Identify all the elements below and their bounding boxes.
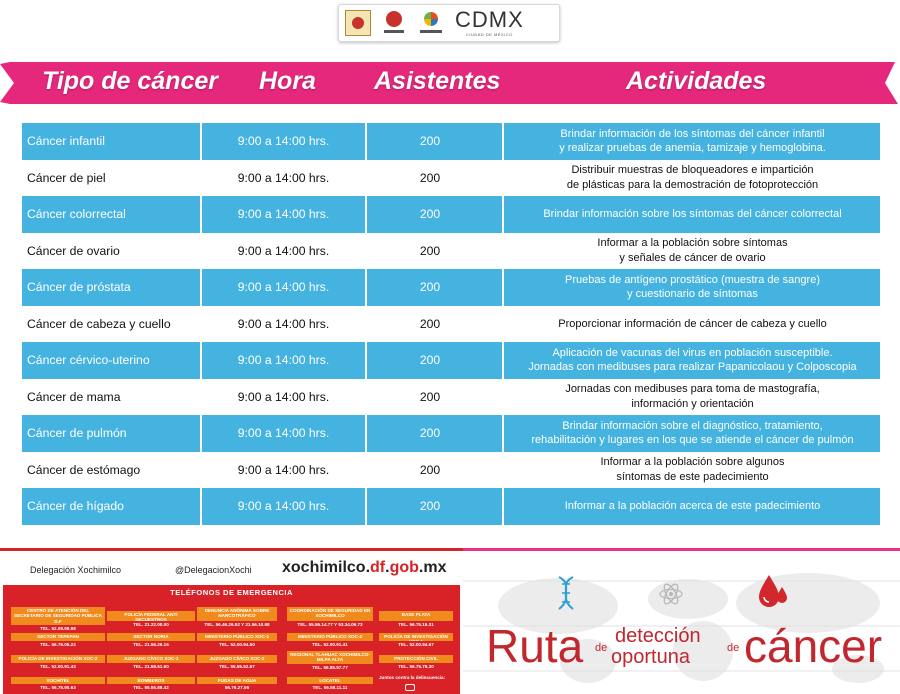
delegation-url: xochimilco.df.gob.mx (282, 559, 447, 576)
emergency-entry: MINISTERIO PÚBLICO XOC-2 (287, 633, 373, 641)
emergency-title: TELÉFONOS DE EMERGENCIA (170, 588, 293, 597)
header-actividades: Actividades (626, 67, 767, 95)
header-hora: Hora (259, 67, 316, 95)
cell-hora: 9:00 a 14:00 hrs. (237, 207, 330, 222)
emergency-entry: MINISTERIO PÚBLICO XOC-1 (197, 633, 277, 641)
atom-icon (658, 581, 684, 607)
emergency-phone: TEL. 21.58.51.60 (133, 664, 169, 669)
cell-hora: 9:00 a 14:00 hrs. (237, 389, 330, 404)
emergency-phone: TEL. 52.00.94.67 (398, 642, 434, 647)
emergency-phone: TEL. 56.75.15.31 (398, 622, 434, 627)
cell-hora: 9:00 a 14:00 hrs. (237, 243, 330, 258)
cell-asistentes: 200 (419, 462, 441, 477)
emergency-entry: COORDINACIÓN DE SEGURIDAD EN XOCHIMILCO (287, 607, 373, 621)
campaign-word-de-2: de (727, 642, 740, 654)
emergency-entry: PROTECCIÓN CIVIL (379, 655, 453, 663)
emergency-entry: POLICÍA DE INVESTIGACIÓN (379, 633, 453, 641)
cell-tipo: Cáncer de ovario (27, 243, 120, 258)
cell-asistentes: 200 (419, 243, 441, 258)
table-row (22, 379, 880, 416)
cell-actividades: Pruebas de antígeno prostático (muestra de sangre) y cuestionario de síntomas (565, 273, 820, 301)
cell-actividades: Brindar información sobre el diagnóstico, tratamiento, rehabilitación y lugares en los que se atiende el cáncer de pulmón (531, 419, 854, 447)
table-row (22, 160, 880, 197)
cell-asistentes: 200 (419, 426, 441, 441)
cell-actividades: Brindar información sobre los síntomas del cáncer colorrectal (543, 208, 842, 220)
emergency-entry: SECTOR NORIA (107, 633, 195, 641)
emergency-phone: TEL. 56.46.26.52 Y 21.56.10.98 (204, 622, 270, 627)
emergency-entry: DENUNCIA ANÓNIMA SOBRE NARCOTRÁFICO (197, 607, 277, 621)
cell-actividades: Brindar información de los síntomas del cáncer infantil y realizar pruebas de anemia, tamizaje y hemoglobina. (559, 127, 826, 155)
emergency-entry: FUGAS DE AGUA (197, 677, 277, 684)
cell-tipo: Cáncer cérvico-uterino (27, 353, 150, 368)
cell-actividades: Jornadas con medibuses para toma de mastografía, información y orientación (565, 383, 820, 410)
campaign-panel (463, 548, 900, 694)
cell-actividades: Distribuir muestras de bloqueadores e impartición de plásticas para la demostración de fotoprotección (566, 164, 819, 191)
cdmx-logo (455, 9, 524, 37)
delegation-header (0, 548, 463, 588)
emergency-panel (0, 548, 463, 694)
emergency-phone: TEL. 56.85.57.77 (312, 665, 348, 670)
cell-asistentes: 200 (419, 280, 441, 295)
emergency-phone: TEL. 52.00.91.41 (312, 642, 348, 647)
emergency-phone: TEL. 55.55.14.77 Y 53.34.06.73 (297, 622, 363, 627)
emergency-phone: TEL. 56.76.05.22 (40, 642, 76, 647)
delegation-seal-icon (381, 9, 407, 37)
cell-actividades: Informar a la población sobre síntomas y señales de cáncer de ovario (597, 237, 788, 264)
emergency-entry: SECTOR TEPEPAN (11, 633, 105, 641)
agency-logo-icon (417, 9, 445, 37)
cell-hora: 9:00 a 14:00 hrs. (237, 134, 330, 149)
campaign-word-de-1: de (595, 642, 608, 654)
header-tipo: Tipo de cáncer (42, 67, 218, 95)
campaign-word-oportuna: oportuna (611, 646, 690, 668)
cell-tipo: Cáncer de piel (27, 170, 106, 185)
campaign-word-cancer: cáncer (744, 620, 883, 672)
cell-hora: 9:00 a 14:00 hrs. (237, 499, 330, 514)
delegation-name: Delegación Xochimilco (30, 565, 122, 575)
cell-tipo: Cáncer de mama (27, 389, 121, 404)
cell-tipo: Cáncer de estómago (27, 462, 141, 477)
campaign-word-deteccion: detección (615, 625, 701, 647)
twitter-handle: @DelegacionXochi (175, 565, 252, 575)
cell-asistentes: 200 (419, 207, 441, 222)
emergency-entry: POLICÍA FEDERAL ANTI SECUESTROS (107, 611, 195, 621)
table-row (22, 415, 880, 452)
emergency-entry: LOCATEL (287, 677, 373, 684)
emergency-phone: TEL. 56.75.78.30 (398, 664, 434, 669)
cell-asistentes: 200 (419, 134, 441, 149)
emergency-phone: 56.76.27.56 (224, 685, 250, 690)
emergency-entry: JUZGADO CÍVICO XOC-2 (197, 655, 277, 663)
xochimilco-logo-icon (345, 10, 371, 36)
table-row (22, 123, 880, 160)
emergency-phone: TEL. 21.22.00.00 (133, 622, 169, 627)
cell-tipo: Cáncer de pulmón (27, 426, 127, 441)
cell-hora: 9:00 a 14:00 hrs. (237, 280, 330, 295)
dna-icon (555, 575, 577, 611)
table-row (22, 452, 880, 489)
cell-asistentes: 200 (419, 353, 441, 368)
emergency-phone: TEL. 52.00.91.43 (40, 664, 76, 669)
table-row (22, 269, 880, 306)
table-header-banner (0, 62, 900, 104)
cell-asistentes: 200 (419, 499, 441, 514)
emergency-phone: TEL. 55.55.52.67 (219, 664, 255, 669)
activities-table (22, 123, 880, 525)
logo-strip (338, 4, 560, 42)
emergency-phone: TEL. 56.58.11.11 (312, 685, 348, 690)
emergency-phone: TEL. 21.56.26.16 (133, 642, 169, 647)
slogan-note: Juntos contra la delincuencia: (379, 675, 446, 680)
cell-asistentes: 200 (419, 316, 441, 331)
cell-asistentes: 200 (419, 389, 441, 404)
table-row (22, 306, 880, 343)
cell-actividades: Informar a la población acerca de este padecimiento (564, 500, 821, 512)
emergency-phone: TEL. 52.00.94.50 (219, 642, 255, 647)
emergency-phone: TEL. 55.55.88.42 (133, 685, 169, 690)
emergency-entry: JUZGADO CÍVICO XOC-1 (107, 655, 195, 663)
emergency-entry: XOCHITEL (11, 677, 105, 684)
cdmx-text: CDMX (455, 7, 524, 32)
emergency-phone: TEL. 52.08.98.98 (40, 626, 76, 631)
cell-actividades: Informar a la población sobre algunos síntomas de este padecimiento (600, 456, 785, 483)
cell-hora: 9:00 a 14:00 hrs. (237, 316, 330, 331)
cell-tipo: Cáncer colorrectal (27, 207, 126, 222)
cell-hora: 9:00 a 14:00 hrs. (237, 462, 330, 477)
cell-tipo: Cáncer infantil (27, 134, 105, 149)
cell-hora: 9:00 a 14:00 hrs. (237, 353, 330, 368)
cell-tipo: Cáncer de próstata (27, 280, 131, 295)
emergency-entry: BASE PLATA (379, 611, 453, 621)
cdmx-subtitle: CIUDAD DE MÉXICO (465, 32, 513, 37)
emergency-entry: REGIONAL TLAHUAC XOCHIMILCO-MILPA ALTA (287, 651, 373, 664)
cell-asistentes: 200 (419, 170, 441, 185)
emergency-phones-box (3, 585, 460, 694)
cell-hora: 9:00 a 14:00 hrs. (237, 426, 330, 441)
table-row (22, 196, 880, 233)
blood-drops-icon (757, 573, 789, 609)
cell-hora: 9:00 a 14:00 hrs. (237, 170, 330, 185)
table-row (22, 342, 880, 379)
emergency-entry: CENTRO DE ATENCIÓN DEL SECRETARIO DE SEGURIDAD PÚBLICA D.F (11, 607, 105, 625)
header-asistentes: Asistentes (374, 67, 501, 95)
table-row (22, 488, 880, 525)
emergency-entry: BOMBEROS (107, 677, 195, 684)
emergency-entry: POLICÍA DE INVESTIGACIÓN XOC-2 (11, 655, 105, 663)
cell-tipo: Cáncer de cabeza y cuello (27, 316, 171, 331)
table-row (22, 233, 880, 270)
cell-actividades: Proporcionar información de cáncer de cabeza y cuello (558, 317, 827, 330)
campaign-word-ruta: Ruta (486, 620, 584, 672)
cell-tipo: Cáncer de hígado (27, 499, 124, 514)
phone-icon (405, 684, 415, 691)
emergency-phone: TEL. 56.75.90.63 (40, 685, 76, 690)
cell-actividades: Aplicación de vacunas del virus en población susceptible. Jornadas con medibuses para realizar Papanicolaou y Colposcopia (528, 346, 857, 374)
